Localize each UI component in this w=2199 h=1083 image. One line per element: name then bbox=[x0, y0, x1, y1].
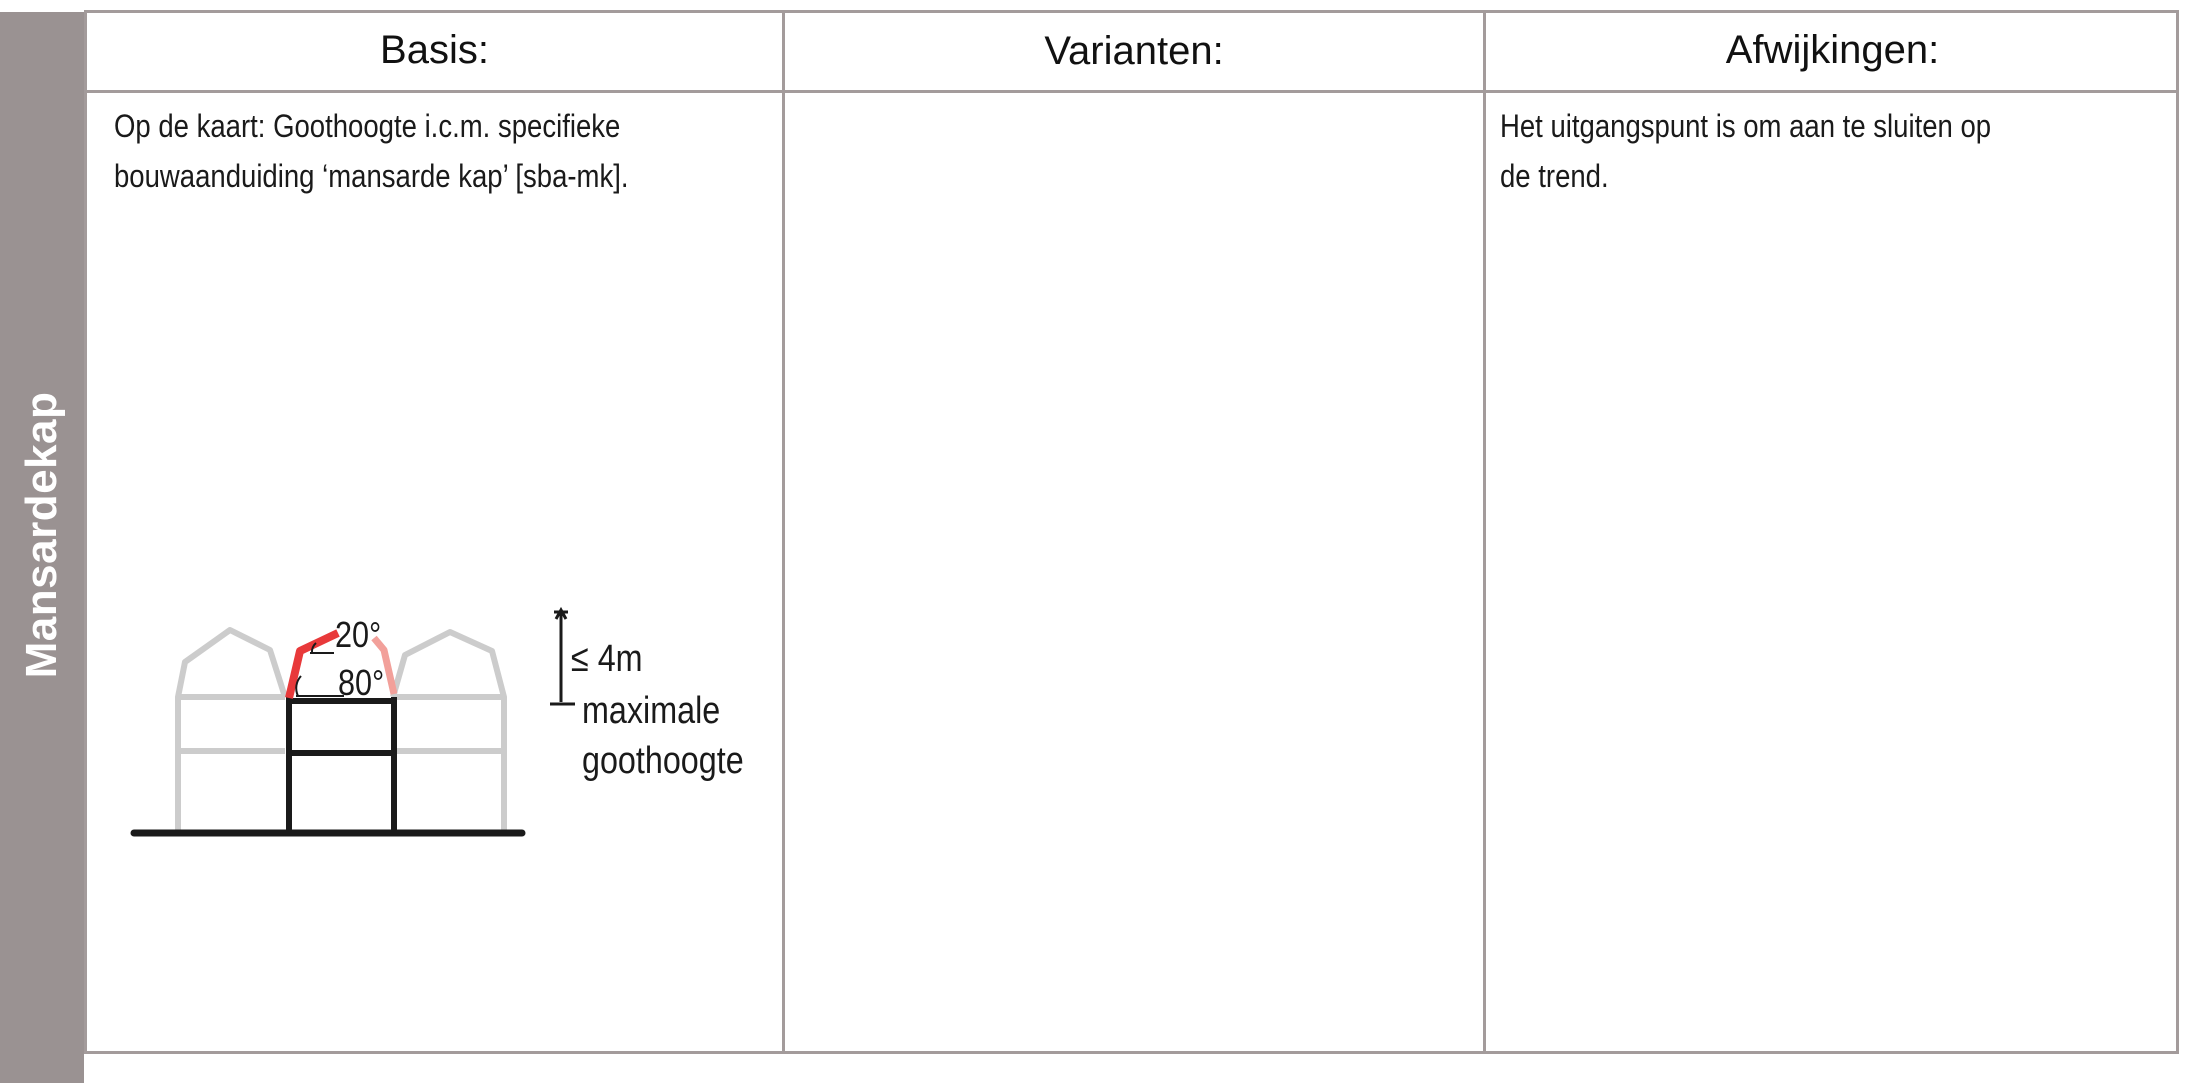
neighbour-building-right bbox=[393, 632, 504, 830]
column-divider-1 bbox=[782, 10, 785, 1054]
basis-text-line-2: bouwaanduiding ‘mansarde kap’ [sba-mk]. bbox=[114, 158, 629, 194]
height-limit-label: ≤ 4m bbox=[571, 638, 643, 680]
height-description-line-1: maximale bbox=[582, 690, 721, 732]
column-header-varianten: Varianten: bbox=[1044, 29, 1224, 73]
header-divider bbox=[84, 90, 2179, 93]
angle-upper-label: 20° bbox=[335, 614, 382, 655]
basis-text-line-1: Op de kaart: Goothoogte i.c.m. specifieke bbox=[114, 108, 621, 144]
height-description bbox=[582, 686, 744, 786]
angle-lower-label: 80° bbox=[338, 662, 385, 703]
column-header-afwijkingen: Afwijkingen: bbox=[1725, 28, 1940, 72]
column-divider-2 bbox=[1483, 10, 1486, 1054]
column-header-basis: Basis: bbox=[380, 28, 489, 72]
afwijkingen-text-line-2: de trend. bbox=[1500, 158, 1609, 194]
height-description-line-2: goothoogte bbox=[582, 740, 744, 782]
mansard-roof-diagram bbox=[120, 590, 780, 850]
row-label: Mansardekap bbox=[17, 391, 66, 679]
building-section bbox=[286, 697, 397, 830]
neighbour-building-left bbox=[178, 630, 285, 830]
afwijkingen-text-line-1: Het uitgangspunt is om aan te sluiten op bbox=[1500, 108, 1992, 144]
